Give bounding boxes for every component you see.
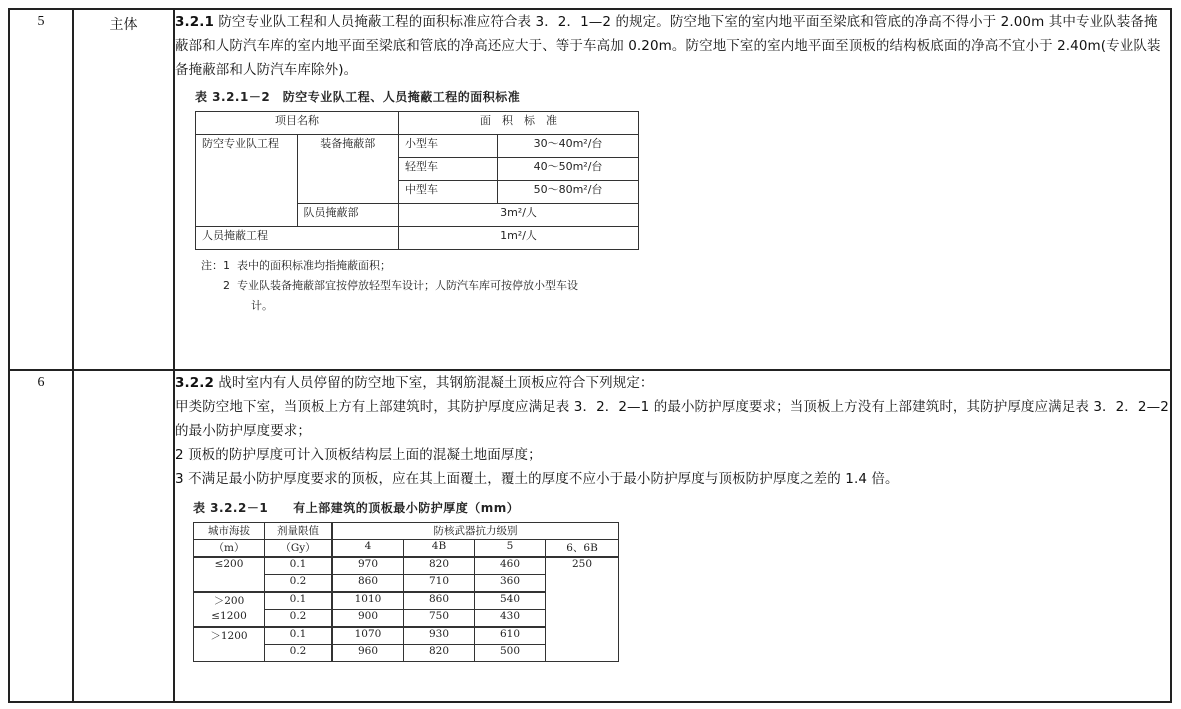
header-item: 项目名称 (196, 112, 399, 135)
value: 430 (475, 610, 546, 628)
area-standard-table-image (189, 88, 649, 350)
sub-name: 装备掩蔽部 (297, 135, 399, 204)
thickness-table (193, 522, 619, 662)
group-name: 人员掩蔽工程 (196, 227, 399, 250)
area-value: 1m²/人 (399, 227, 639, 250)
header-area: 面 积 标 准 (399, 112, 639, 135)
area-value: 3m²/人 (399, 204, 639, 227)
note-2-number: 2 (223, 279, 230, 292)
altitude: ≤1200 (194, 610, 265, 628)
clause-number: 3.2.2 (175, 375, 214, 391)
dose: 0.2 (265, 575, 333, 593)
vehicle-type: 轻型车 (399, 158, 498, 181)
value: 1070 (332, 627, 404, 645)
value: 900 (332, 610, 404, 628)
row-number: 6 (37, 375, 45, 390)
note-label: 注：1 (201, 259, 230, 272)
value: 360 (475, 575, 546, 593)
category-cell (73, 370, 174, 702)
level-label: 6、6B (546, 540, 619, 558)
area-value: 40～50m²/台 (498, 158, 639, 181)
level-label: 5 (475, 540, 546, 558)
value: 250 (546, 557, 619, 662)
note-1: 表中的面积标准均指掩蔽面积； (237, 259, 391, 272)
note-2: 专业队装备掩蔽部宜按停放轻型车设计；人防汽车库可按停放小型车设 (237, 279, 578, 292)
row-category (74, 371, 173, 375)
header-city-unit: （m） (194, 540, 265, 558)
content-cell (174, 9, 1171, 370)
area-value: 30～40m²/台 (498, 135, 639, 158)
value: 930 (404, 627, 475, 645)
dose: 0.2 (265, 610, 333, 628)
value: 860 (332, 575, 404, 593)
value: 1010 (332, 592, 404, 610)
value: 710 (404, 575, 475, 593)
table-title: 表 3.2.2－1 有上部建筑的顶板最小防护厚度（mm） (193, 501, 520, 515)
level-label: 4 (332, 540, 404, 558)
dose: 0.1 (265, 557, 333, 575)
value: 460 (475, 557, 546, 575)
value: 960 (332, 645, 404, 662)
group-name: 防空专业队工程 (196, 135, 298, 227)
value: 970 (332, 557, 404, 575)
clause-number: 3.2.1 (175, 14, 214, 30)
note-2-cont: 计。 (251, 299, 273, 312)
header-city: 城市海拔 (194, 523, 265, 540)
clause-text: 防空专业队工程和人员掩蔽工程的面积标准应符合表 3．2．1—2 的规定。防空地下室的室内地平面至梁底和管底的净高不得小于 2.00m 其中专业队装备掩蔽部和人防汽车库的室内地平面至梁底和管底的净高还应大于、等于车高加 0.20m。防空地下室的室内地平面至顶板的结构板底面的净高不宜小于 2.40m(专业队装备掩蔽部和人防汽车库除外)。 (175, 14, 1161, 78)
value: 610 (475, 627, 546, 645)
clause-paragraph: 2 顶板的防护厚度可计入顶板结构层上面的混凝土地面厚度； (175, 447, 542, 463)
table-notes (201, 256, 649, 316)
vehicle-type: 中型车 (399, 181, 498, 204)
header-dose: 剂量限值 (265, 523, 333, 540)
clause-paragraph: 3 不满足最小防护厚度要求的顶板，应在其上面覆土，覆土的厚度不应小于最小防护厚度与顶板防护厚度之差的 1.4 倍。 (175, 471, 899, 487)
altitude: ＞1200 (194, 627, 265, 662)
table-title: 表 3.2.1－2 防空专业队工程、人员掩蔽工程的面积标准 (195, 90, 521, 104)
clause-paragraph (175, 371, 1170, 395)
table-row (9, 370, 1171, 702)
header-level: 防核武器抗力级别 (332, 523, 619, 540)
clause-paragraph (175, 10, 1170, 82)
level-label: 4B (404, 540, 475, 558)
altitude: ≤200 (194, 557, 265, 592)
spec-table (8, 8, 1172, 703)
value: 820 (404, 645, 475, 662)
clause-text: 战时室内有人员停留的防空地下室，其钢筋混凝土顶板应符合下列规定： (213, 375, 654, 391)
dose: 0.1 (265, 627, 333, 645)
content-cell (174, 370, 1171, 702)
dose: 0.1 (265, 592, 333, 610)
header-dose-unit: （Gy） (265, 540, 333, 558)
area-standard-table (195, 111, 639, 250)
row-number-cell (9, 9, 73, 370)
clause-paragraph: 甲类防空地下室，当顶板上方有上部建筑时，其防护厚度应满足表 3．2．2—1 的最小防护厚度要求；当顶板上方没有上部建筑时，其防护厚度应满足表 3．2．2—2 的最小防护厚度要求； (175, 399, 1169, 439)
altitude: ＞200 (194, 592, 265, 610)
value: 860 (404, 592, 475, 610)
category-cell (73, 9, 174, 370)
thickness-table-image (189, 499, 1170, 662)
row-number: 5 (37, 14, 45, 29)
vehicle-type: 小型车 (399, 135, 498, 158)
sub-name: 队员掩蔽部 (297, 204, 399, 227)
row-number-cell (9, 370, 73, 702)
value: 540 (475, 592, 546, 610)
table-row (9, 9, 1171, 370)
value: 820 (404, 557, 475, 575)
area-value: 50～80m²/台 (498, 181, 639, 204)
row-category: 主体 (109, 17, 138, 33)
dose: 0.2 (265, 645, 333, 662)
value: 500 (475, 645, 546, 662)
value: 750 (404, 610, 475, 628)
